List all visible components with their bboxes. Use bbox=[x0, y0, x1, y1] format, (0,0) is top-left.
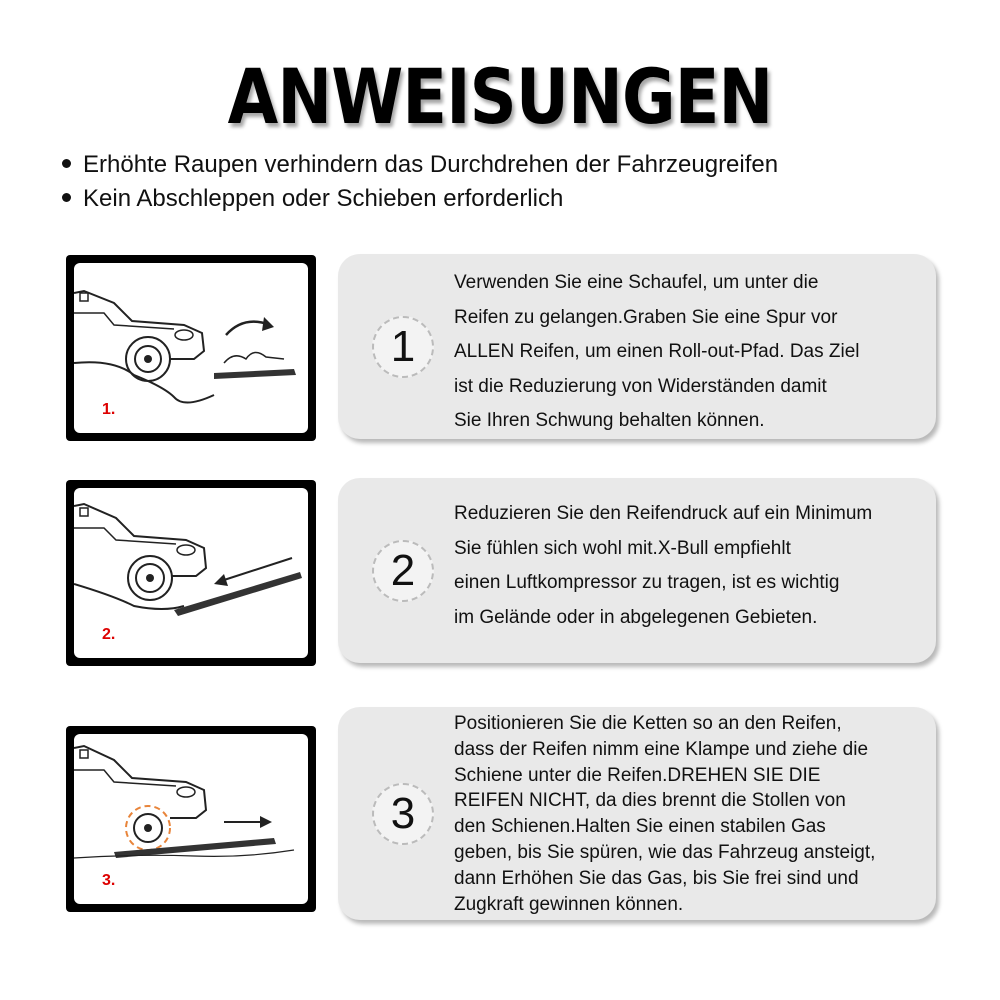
bullet-dot-icon bbox=[62, 193, 71, 202]
step-text-line: im Gelände oder in abgelegenen Gebieten. bbox=[454, 606, 818, 628]
step-2-card bbox=[338, 478, 936, 663]
step-text-line: einen Luftkompressor zu tragen, ist es wichtig bbox=[454, 572, 840, 593]
step-description bbox=[454, 711, 928, 917]
feature-text: Erhöhte Raupen verhindern das Durchdrehen der Fahrzeugreifen bbox=[83, 151, 779, 178]
step-text-line: Schiene unter die Reifen.DREHEN SIE DIE bbox=[454, 764, 821, 786]
step-2-illustration bbox=[66, 480, 316, 666]
feature-item bbox=[62, 148, 778, 182]
step-text-line: Sie fühlen sich wohl mit.X-Bull empfiehlt bbox=[454, 537, 791, 559]
step-number-badge: 1 bbox=[372, 316, 434, 378]
feature-item bbox=[62, 182, 778, 216]
step-3-card bbox=[338, 707, 936, 920]
feature-text: Kein Abschleppen oder Schieben erforderlich bbox=[83, 185, 564, 212]
step-text-line: Positionieren Sie die Ketten so an den Reifen, bbox=[454, 713, 842, 734]
step-image-label: 3. bbox=[102, 872, 116, 889]
step-1-card bbox=[338, 254, 936, 439]
step-text-line: REIFEN NICHT, da dies brennt die Stollen von bbox=[454, 790, 846, 812]
step-number-badge: 3 bbox=[372, 783, 434, 845]
step-description bbox=[454, 497, 928, 635]
step-image-label: 1. bbox=[102, 401, 116, 418]
step-text-line: Reifen zu gelangen.Graben Sie eine Spur vor bbox=[454, 306, 838, 328]
bullet-dot-icon bbox=[62, 159, 71, 168]
feature-list bbox=[62, 148, 778, 216]
step-text-line: Verwenden Sie eine Schaufel, um unter die bbox=[454, 272, 819, 293]
step-3-illustration bbox=[66, 726, 316, 912]
step-description bbox=[454, 266, 928, 439]
step-text-line: dann Erhöhen Sie das Gas, bis Sie frei sind und bbox=[454, 867, 859, 889]
step-text-line: geben, bis Sie spüren, wie das Fahrzeug ansteigt, bbox=[454, 841, 876, 863]
step-text-line: Zugkraft gewinnen können. bbox=[454, 893, 684, 915]
step-number-badge: 2 bbox=[372, 540, 434, 602]
page-title: ANWEISUNGEN bbox=[227, 52, 773, 141]
step-text-line: den Schienen.Halten Sie einen stabilen Gas bbox=[454, 816, 826, 838]
step-text-line: dass der Reifen nimm eine Klampe und ziehe die bbox=[454, 738, 869, 760]
step-text-line: ALLEN Reifen, um einen Roll-out-Pfad. Das Ziel bbox=[454, 341, 860, 362]
step-image-label: 2. bbox=[102, 626, 116, 643]
step-text-line: Sie Ihren Schwung behalten können. bbox=[454, 410, 765, 431]
step-text-line: ist die Reduzierung von Widerständen damit bbox=[454, 375, 827, 397]
step-text-line: Reduzieren Sie den Reifendruck auf ein Minimum bbox=[454, 503, 873, 524]
step-1-illustration bbox=[66, 255, 316, 441]
